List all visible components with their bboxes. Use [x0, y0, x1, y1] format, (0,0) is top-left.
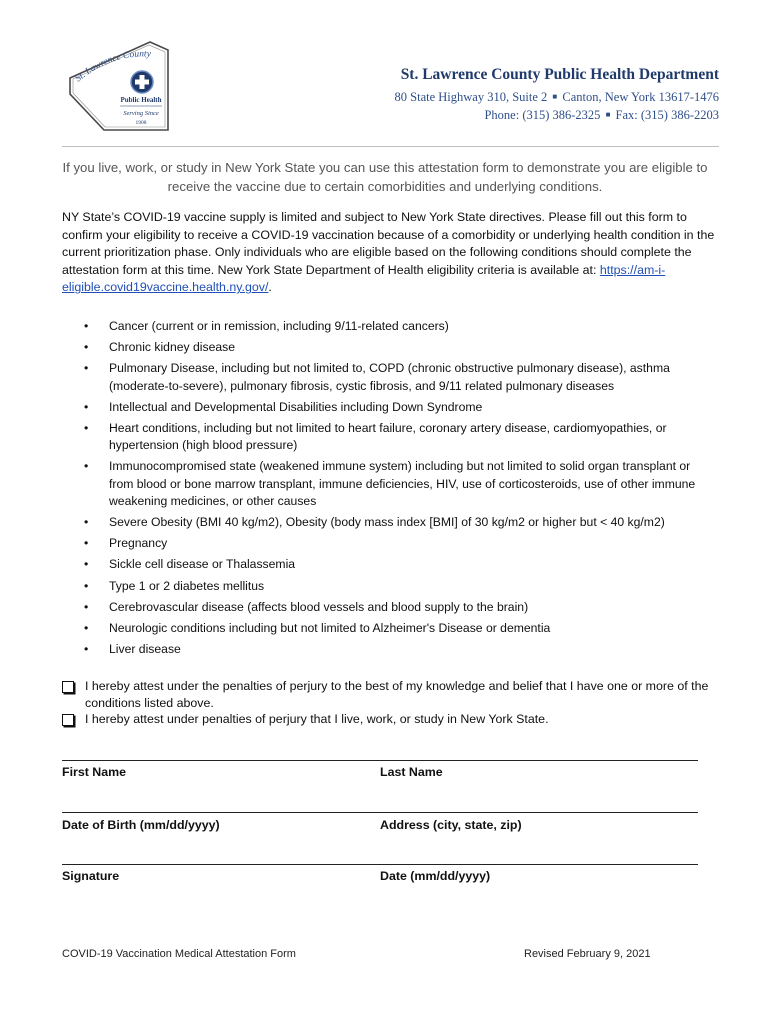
list-item: • Pregnancy: [84, 535, 704, 552]
phone: Phone: (315) 386-2325: [484, 108, 601, 122]
list-item: • Neurologic conditions including but not limited to Alzheimer's Disease or dementia: [84, 620, 704, 637]
header-divider: [62, 146, 719, 147]
org-address: [395, 88, 719, 106]
list-item: • Liver disease: [84, 641, 704, 658]
bullet-icon: •: [84, 515, 89, 530]
bullet-icon: •: [84, 621, 89, 636]
org-name: St. Lawrence County Public Health Department: [400, 66, 719, 83]
bullet-icon: •: [84, 459, 89, 474]
dob-label: Date of Birth (mm/dd/yyyy): [62, 818, 220, 832]
bullet-icon: •: [84, 399, 89, 414]
checkbox-residency[interactable]: [62, 714, 74, 726]
org-header: [395, 66, 719, 124]
bullet-icon: •: [84, 340, 89, 355]
bullet-icon: •: [84, 642, 89, 657]
logo-line1: Public Health: [120, 96, 162, 104]
list-item: • Cerebrovascular disease (affects blood vessels and blood supply to the brain): [84, 599, 704, 616]
date-label: Date (mm/dd/yyyy): [380, 869, 491, 883]
list-item: • Severe Obesity (BMI 40 kg/m2), Obesity (body mass index [BMI] of 30 kg/m2 or higher but < 40 kg/m2): [84, 514, 704, 531]
bullet-icon: •: [84, 578, 89, 593]
city-state-zip: Canton, New York 13617-1476: [562, 90, 719, 104]
list-item: • Intellectual and Developmental Disabilities including Down Syndrome: [84, 399, 704, 416]
list-item: • Pulmonary Disease, including but not limited to, COPD (chronic obstructive pulmonary disease), asthma (moderate-to-severe), pulmonary fibrosis, cystic fibrosis, and 9/11 related pulmonary diseases: [84, 361, 670, 393]
attestation-residency: [62, 711, 718, 728]
fax: Fax: (315) 386-2203: [615, 108, 719, 122]
attestation-text: I hereby attest under the penalties of perjury to the best of my knowledge and belief that I have one or more of the conditions listed above.: [85, 679, 709, 711]
bullet-icon: •: [84, 536, 89, 551]
logo-line2: Serving Since: [123, 110, 159, 117]
body-paragraph: [62, 209, 718, 297]
signature-label: Signature: [62, 869, 120, 883]
conditions-list: [84, 318, 704, 662]
county-logo: [64, 38, 172, 132]
logo-arc-text: St. Lawrence County: [73, 49, 152, 85]
intro-text: If you live, work, or study in New York State you can use this attestation form to demonstrate you are eligible to receive the vaccine due to certain comorbidities and underlying conditions.: [62, 160, 708, 194]
signature-field-line[interactable]: [62, 864, 698, 865]
list-item: • Heart conditions, including but not limited to heart failure, coronary artery disease, cardiomyopathies, or hypertension (high blood pressure): [84, 421, 667, 453]
separator-icon: ■: [605, 110, 611, 119]
dob-address-field-line[interactable]: [62, 812, 698, 813]
bullet-icon: •: [84, 599, 89, 614]
checkbox-conditions[interactable]: [62, 681, 74, 693]
bullet-icon: •: [84, 557, 89, 572]
list-item: • Cancer (current or in remission, including 9/11-related cancers): [84, 318, 704, 335]
bullet-icon: •: [84, 421, 89, 436]
footer-revision: Revised February 9, 2021: [524, 948, 651, 960]
separator-icon: ■: [552, 92, 558, 101]
list-item: • Chronic kidney disease: [84, 339, 704, 356]
address-line: 80 State Highway 310, Suite 2: [394, 90, 548, 104]
name-field-line[interactable]: [62, 760, 698, 761]
attestation-text: I hereby attest under penalties of perjury that I live, work, or study in New York State.: [85, 712, 549, 726]
bullet-icon: •: [84, 361, 89, 376]
list-item: • Immunocompromised state (weakened immune system) including but not limited to solid organ transplant or from blood or bone marrow transplant, immune deficiencies, HIV, use of corticosteroids, use of other immune weakening medicines, or other causes: [84, 459, 696, 508]
first-name-label: First Name: [62, 765, 127, 779]
attestation-conditions: [62, 678, 718, 713]
eligibility-link[interactable]: https://am-i-eligible.covid19vaccine.health.ny.gov/: [62, 262, 666, 295]
address-label: Address (city, state, zip): [380, 818, 522, 832]
list-item: • Type 1 or 2 diabetes mellitus: [84, 578, 704, 595]
body-text-end: .: [268, 280, 272, 295]
body-text: NY State’s COVID-19 vaccine supply is limited and subject to New York State directives. Please fill out this form to confirm your eligibility to receive a COVID-19 vaccination because of a comorbidity or underlying health condition in the current prioritization phase. Only individuals who are eligible based on the following conditions should complete the attestation form at this time. New York State Department of Health eligibility criteria is available at:: [62, 210, 715, 277]
list-item: • Sickle cell disease or Thalassemia: [84, 556, 704, 573]
logo-line3: 1908: [135, 120, 147, 126]
footer-form-title: COVID-19 Vaccination Medical Attestation Form: [62, 948, 296, 960]
bullet-icon: •: [84, 319, 89, 333]
org-contact: [395, 106, 719, 124]
last-name-label: Last Name: [380, 765, 443, 779]
